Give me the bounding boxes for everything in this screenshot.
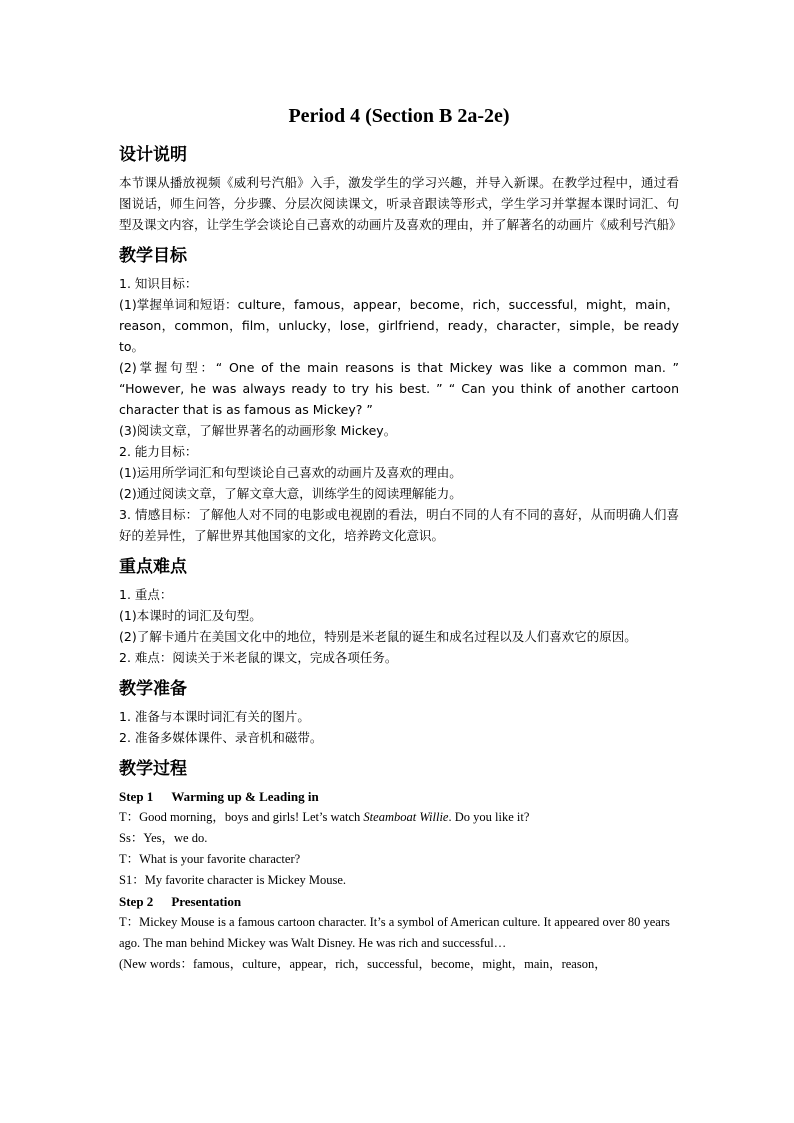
dialogue-line <box>119 807 679 828</box>
goals-line: (2)掌握句型：“ One of the main reasons is that Mickey was like a common man. ” “However, he was always ready to try his best. ” “ Can you think of another cartoon character that is as famous as Mickey? ” <box>119 360 679 417</box>
goals-line: 2. 能力目标： <box>119 444 198 459</box>
step-1-label: Step 1 <box>119 789 154 804</box>
goals-line: 1. 知识目标： <box>119 276 198 291</box>
section-heading-prep: 教学准备 <box>119 679 187 699</box>
dialogue-line: Ss：Yes，we do. <box>119 831 208 845</box>
document-content <box>119 102 682 975</box>
section-heading-design: 设计说明 <box>119 145 187 165</box>
keypoints-line: (2)了解卡通片在美国文化中的地位，特别是米老鼠的诞生和成名过程以及人们喜欢它的原因。 <box>119 629 637 644</box>
dialogue-text: T：Good morning，boys and girls! Let’s watch <box>119 810 364 824</box>
design-paragraph: 本节课从播放视频《威利号汽船》入手，激发学生的学习兴趣，并导入新课。在教学过程中，通过看图说话，师生问答，分步骤、分层次阅读课文，听录音跟读等形式，学生学习并掌握本课时词汇、句型及课文内容，让学生学会谈论自己喜欢的动画片及喜欢的理由，并了解著名的动画片《威利号汽船》 <box>119 175 682 232</box>
keypoints-line: 2. 难点：阅读关于米老鼠的课文，完成各项任务。 <box>119 650 398 665</box>
keypoints-line: 1. 重点： <box>119 587 173 602</box>
goals-line: (2)通过阅读文章，了解文章大意，训练学生的阅读理解能力。 <box>119 486 462 501</box>
dialogue-line: T：Mickey Mouse is a famous cartoon character. It’s a symbol of American culture. It appeared over 80 years ago. The man behind Mickey was Walt Disney. He was rich and successful… <box>119 915 670 950</box>
section-heading-keypoints: 重点难点 <box>119 557 187 577</box>
dialogue-line: T：What is your favorite character? <box>119 852 301 866</box>
page-title: Period 4 (Section B 2a-2e) <box>288 105 510 127</box>
goals-line: (1)掌握单词和短语：culture，famous，appear，become，rich，successful，might，main，reason，common，film，unlucky，lose，girlfriend，ready，character，simple，be ready to。 <box>119 297 679 354</box>
dialogue-text: . Do you like it? <box>448 810 530 824</box>
goals-line: 3. 情感目标：了解他人对不同的电影或电视剧的看法，明白不同的人有不同的喜好，从而明确人们喜好的差异性，了解世界其他国家的文化，培养跨文化意识。 <box>119 507 679 543</box>
new-words-line: (New words：famous，culture，appear，rich，successful，become，might，main，reason， <box>119 957 607 971</box>
step-1-title: Warming up & Leading in <box>171 789 319 804</box>
step-2-label: Step 2 <box>119 894 154 909</box>
section-heading-goals: 教学目标 <box>119 246 187 266</box>
dialogue-line: S1：My favorite character is Mickey Mouse. <box>119 873 347 887</box>
goals-line: (3)阅读文章，了解世界著名的动画形象 Mickey。 <box>119 423 397 438</box>
goals-line: (1)运用所学词汇和句型谈论自己喜欢的动画片及喜欢的理由。 <box>119 465 462 480</box>
step-1-heading <box>119 786 679 807</box>
section-heading-process: 教学过程 <box>119 759 187 779</box>
step-2-title: Presentation <box>171 894 242 909</box>
film-title: Steamboat Willie <box>363 810 449 824</box>
step-2-heading <box>119 891 679 912</box>
prep-line: 1. 准备与本课时词汇有关的图片。 <box>119 709 310 724</box>
keypoints-line: (1)本课时的词汇及句型。 <box>119 608 262 623</box>
prep-line: 2. 准备多媒体课件、录音机和磁带。 <box>119 730 323 745</box>
